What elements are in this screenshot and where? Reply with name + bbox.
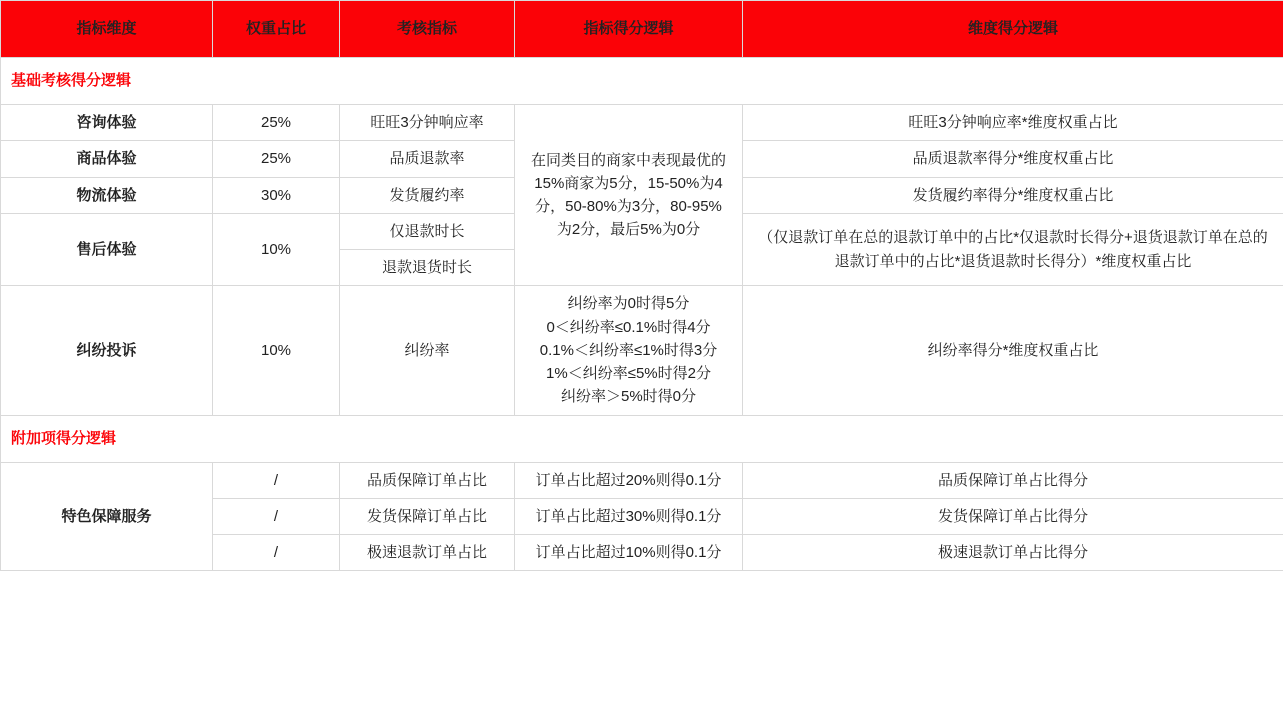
header-index: 考核指标 [340,1,515,58]
dimension-dispute: 纠纷投诉 [1,286,213,415]
dimension-logic-aftersales: （仅退款订单在总的退款订单中的占比*仅退款时长得分+退货退款订单在总的退款订单中的占比*退货退款时长得分）*维度权重占比 [743,213,1283,286]
index-logic-fast-refund-order: 订单占比超过10%则得0.1分 [515,535,743,571]
header-weight: 权重占比 [213,1,340,58]
header-index-logic: 指标得分逻辑 [515,1,743,58]
header-dimension-logic: 维度得分逻辑 [743,1,1283,58]
dispute-logic-line-3: 0.1%＜纠纷率≤1%时得3分 [539,341,718,359]
dimension-logic-logistics: 发货履约率得分*维度权重占比 [743,177,1283,213]
index-logic-quality-order: 订单占比超过20%则得0.1分 [515,462,743,498]
dimension-product: 商品体验 [1,141,213,177]
dispute-logic-line-1: 纠纷率为0时得5分 [567,295,690,313]
index-shipping-order: 发货保障订单占比 [340,498,515,534]
weight-logistics: 30% [213,177,340,213]
weight-shipping-order: / [213,498,340,534]
index-logic-shipping-order: 订单占比超过30%则得0.1分 [515,498,743,534]
dispute-logic-line-5: 纠纷率＞5%时得0分 [560,388,697,406]
weight-dispute: 10% [213,286,340,415]
dimension-logic-product: 品质退款率得分*维度权重占比 [743,141,1283,177]
shared-logic-line-4: 为2分，最后5%为0分 [556,221,701,239]
index-refund-duration: 仅退款时长 [340,213,515,249]
dimension-consult: 咨询体验 [1,105,213,141]
dimension-logic-dispute: 纠纷率得分*维度权重占比 [743,286,1283,415]
section-row-extra [1,415,1283,462]
dispute-logic-line-2: 0＜纠纷率≤0.1%时得4分 [546,318,711,336]
shared-logic-line-2: 15%商家为5分，15-50%为4 [534,174,723,192]
dispute-logic-line-4: 1%＜纠纷率≤5%时得2分 [546,365,711,382]
section-row-basic [1,58,1283,105]
dimension-aftersales: 售后体验 [1,213,213,286]
section-label-extra: 附加项得分逻辑 [1,415,1283,462]
shared-index-logic [515,105,743,286]
table-row [1,462,1283,498]
shared-logic-line-1: 在同类目的商家中表现最优的 [530,151,726,169]
index-fast-refund-order: 极速退款订单占比 [340,535,515,571]
table-row [1,105,1283,141]
dimension-logic-shipping-order: 发货保障订单占比得分 [743,498,1283,534]
weight-aftersales: 10% [213,213,340,286]
dimension-special-service: 特色保障服务 [1,462,213,571]
dimension-logistics: 物流体验 [1,177,213,213]
weight-consult: 25% [213,105,340,141]
index-logistics: 发货履约率 [340,177,515,213]
index-dispute: 纠纷率 [340,286,515,415]
index-logic-dispute [515,286,743,415]
shared-logic-line-3: 分，50-80%为3分，80-95% [535,198,722,216]
index-product: 品质退款率 [340,141,515,177]
index-return-refund-duration: 退款退货时长 [340,250,515,286]
weight-product: 25% [213,141,340,177]
dimension-logic-fast-refund-order: 极速退款订单占比得分 [743,535,1283,571]
table-row [1,286,1283,415]
weight-quality-order: / [213,462,340,498]
table-header [1,1,1283,58]
dimension-logic-consult: 旺旺3分钟响应率*维度权重占比 [743,105,1283,141]
header-dimension: 指标维度 [1,1,213,58]
dimension-logic-quality-order: 品质保障订单占比得分 [743,462,1283,498]
section-label-basic: 基础考核得分逻辑 [1,58,1283,105]
index-consult: 旺旺3分钟响应率 [340,105,515,141]
table-body [1,58,1283,571]
weight-fast-refund-order: / [213,535,340,571]
header-row [1,1,1283,58]
index-quality-order: 品质保障订单占比 [340,462,515,498]
